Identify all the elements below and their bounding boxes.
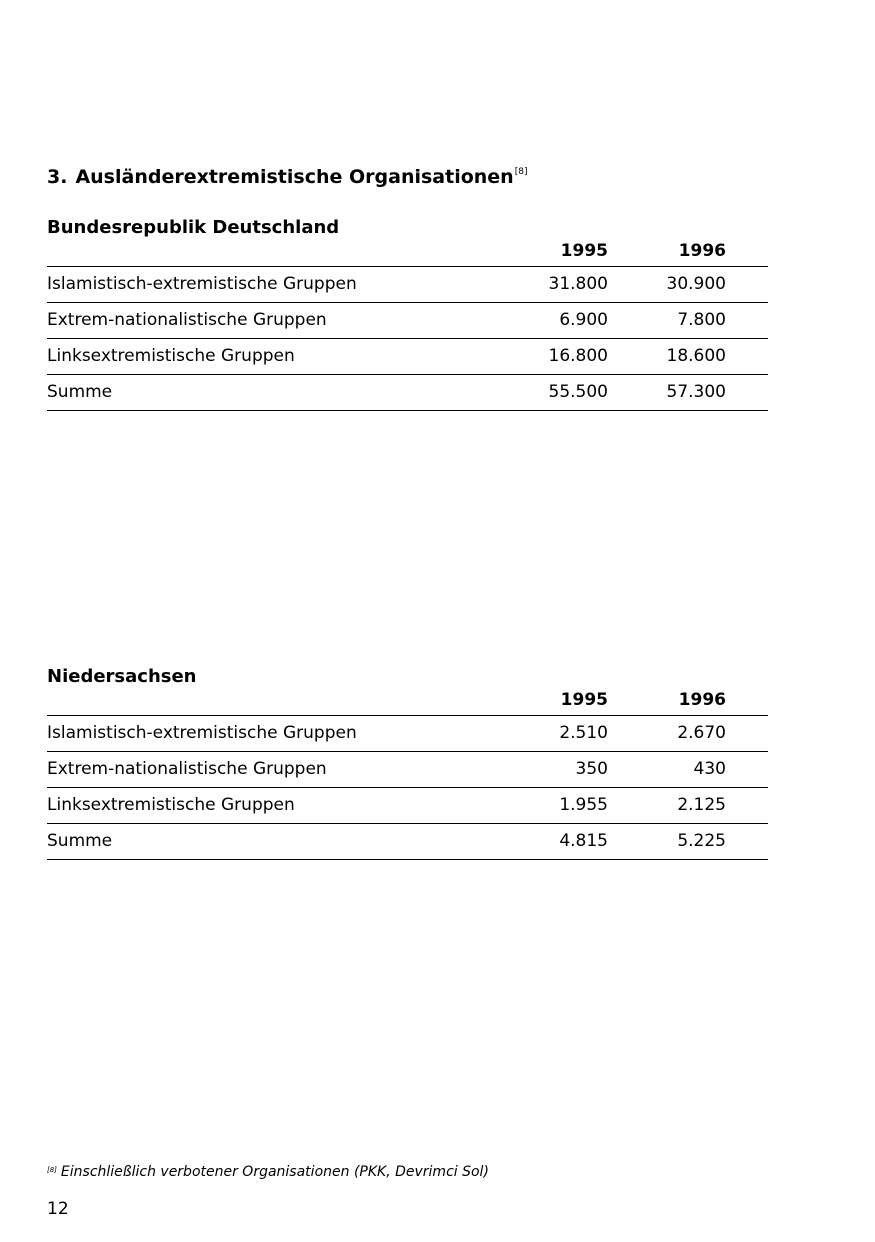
row-label: Extrem-nationalistische Gruppen [47,759,327,779]
cell-1995: 350 [575,759,608,779]
cell-1996: 2.670 [677,723,726,743]
section-heading-text: Ausländerextremistische Organisationen [75,166,514,188]
table-bundesrepublik [47,216,768,411]
table-header-row [47,240,768,267]
section-number: 3. [47,166,68,188]
table-row [47,339,768,375]
page-number: 12 [47,1199,69,1219]
table-niedersachsen [47,665,768,860]
row-label: Extrem-nationalistische Gruppen [47,310,327,330]
table-title: Niedersachsen [47,666,197,687]
section-heading [47,166,527,188]
column-header-1995: 1995 [560,690,608,710]
cell-1996: 30.900 [666,274,726,294]
cell-1995: 2.510 [559,723,608,743]
row-label: Summe [47,382,113,402]
table-row-sum [47,375,768,411]
row-label: Linksextremistische Gruppen [47,346,295,366]
row-label: Linksextremistische Gruppen [47,795,295,815]
row-label: Islamistisch-extremistische Gruppen [47,274,357,294]
column-header-1995: 1995 [560,241,608,261]
footnote-marker: [8] [47,1166,57,1174]
table-title: Bundesrepublik Deutschland [47,217,340,238]
table-row [47,788,768,824]
footnote-reference: [8] [514,167,528,177]
table-row [47,752,768,788]
cell-1996: 18.600 [666,346,726,366]
column-header-1996: 1996 [678,690,726,710]
cell-1995: 16.800 [548,346,608,366]
table-row [47,303,768,339]
cell-1995: 1.955 [559,795,608,815]
cell-1996: 57.300 [666,382,726,402]
table-row [47,267,768,303]
row-label: Summe [47,831,113,851]
cell-1995: 31.800 [548,274,608,294]
cell-1996: 2.125 [677,795,726,815]
cell-1996: 7.800 [677,310,726,330]
table-row [47,716,768,752]
footnote-text: Einschließlich verbotener Organisationen (PKK, Devrimci Sol) [60,1164,489,1180]
cell-1996: 430 [693,759,726,779]
table-row-sum [47,824,768,860]
table-header-row [47,689,768,716]
row-label: Islamistisch-extremistische Gruppen [47,723,357,743]
cell-1995: 55.500 [548,382,608,402]
cell-1996: 5.225 [677,831,726,851]
footnote [47,1164,489,1180]
cell-1995: 6.900 [559,310,608,330]
cell-1995: 4.815 [559,831,608,851]
column-header-1996: 1996 [678,241,726,261]
